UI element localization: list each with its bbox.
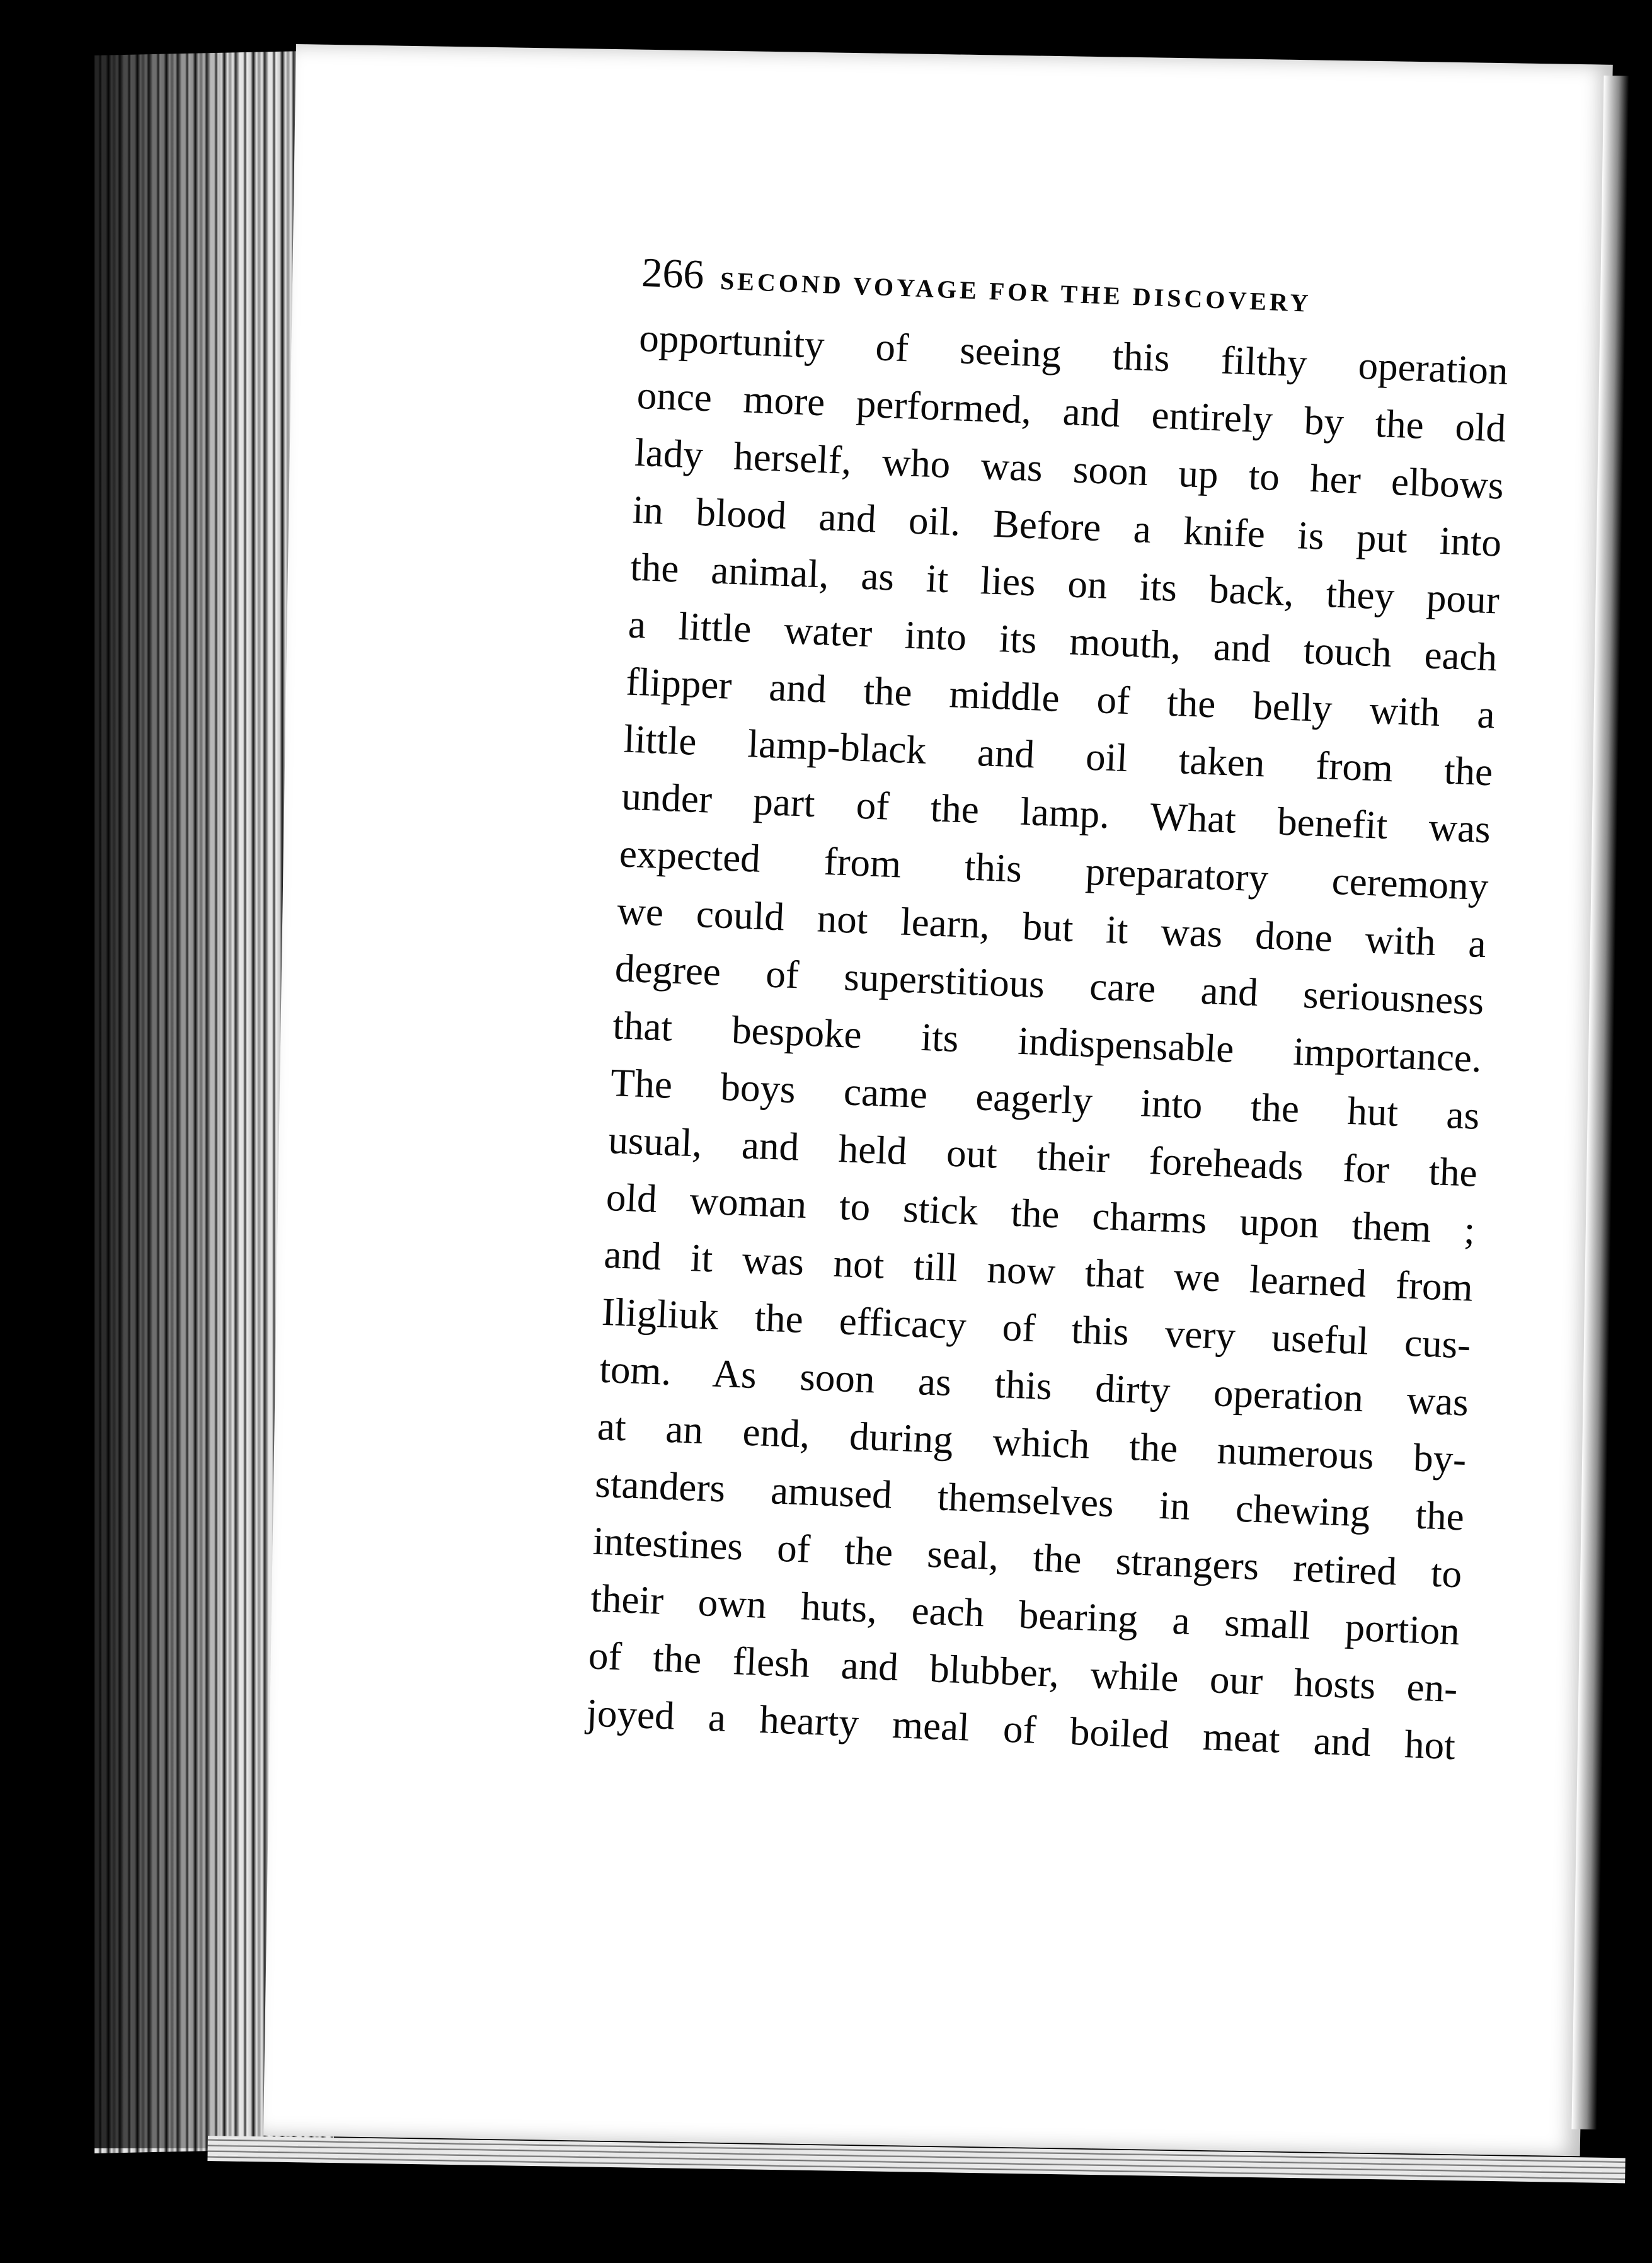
text-line: Iligliuk the efficacy of this very useful cus- <box>600 1289 1472 1367</box>
running-head-title: SECOND VOYAGE FOR THE DISCOVERY <box>720 266 1312 318</box>
text-line: we could not learn, but it was done with a <box>616 888 1487 966</box>
text-line: expected from this preparatory ceremony <box>618 831 1489 909</box>
text-line: lady herself, who was soon up to her elbows <box>634 430 1505 508</box>
text-line: opportunity of seeing this filthy operation <box>638 315 1509 393</box>
text-line: old woman to stick the charms upon them ; <box>605 1174 1476 1252</box>
text-line: degree of superstitious care and seriousness <box>614 946 1485 1024</box>
body-text <box>585 309 1509 1775</box>
text-line: under part of the lamp. What benefit was <box>621 774 1491 852</box>
text-line: little lamp-black and oil taken from the <box>622 716 1494 794</box>
text-line: once more performed, and entirely by the old <box>636 372 1507 450</box>
text-line: their own huts, each bearing a small portion <box>590 1576 1461 1654</box>
text-line: tom. As soon as this dirty operation was <box>599 1346 1470 1424</box>
text-line: of the flesh and blubber, while our hosts en- <box>587 1633 1459 1711</box>
text-block <box>585 249 1511 1775</box>
text-line: at an end, during which the numerous by- <box>596 1404 1467 1482</box>
text-line: flipper and the middle of the belly with a <box>625 659 1496 737</box>
page-number: 266 <box>641 249 705 298</box>
text-line: and it was not till now that we learned from <box>603 1232 1474 1310</box>
text-line: usual, and held out their foreheads for the <box>607 1117 1479 1195</box>
text-line: a little water into its mouth, and touch each <box>627 602 1498 680</box>
text-line: the animal, as it lies on its back, they pour <box>629 544 1500 622</box>
text-line: joyed a hearty meal of boiled meat and hot <box>585 1690 1457 1768</box>
text-line: The boys came eagerly into the hut as <box>609 1060 1481 1138</box>
text-line: standers amused themselves in chewing the <box>594 1461 1466 1539</box>
text-line: intestines of the seal, the strangers retired to <box>592 1518 1463 1596</box>
page-edges-shadow <box>95 50 221 2148</box>
text-line: in blood and oil. Before a knife is put into <box>631 487 1503 565</box>
text-line: that bespoke its indispensable importance. <box>612 1003 1483 1081</box>
